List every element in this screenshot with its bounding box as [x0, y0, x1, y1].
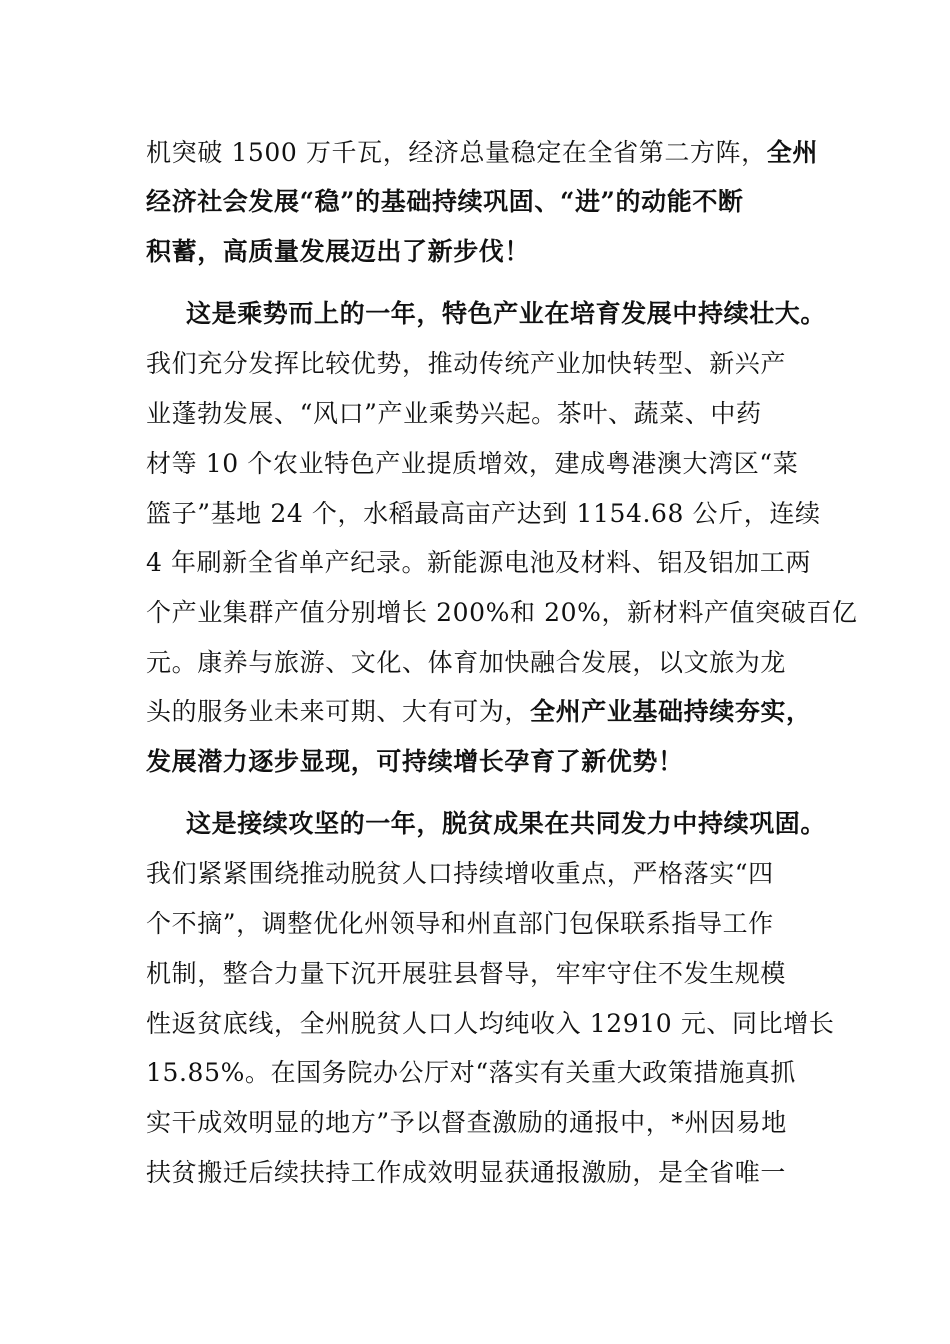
paragraph-3-line-7 — [146, 1097, 811, 1148]
paragraph-2-line-5 — [146, 488, 821, 539]
paragraph-2-line-8 — [146, 637, 811, 688]
text-normal: 材等 10 个农业特色产业提质增效，建成粤港澳大湾区“菜 — [146, 449, 799, 478]
paragraph-2-line-2 — [146, 338, 811, 389]
paragraph-1-line-1 — [146, 127, 818, 178]
text-bold: 这是乘势而上的一年，特色产业在培育发展中持续壮大。 — [186, 299, 827, 328]
text-normal: 元。康养与旅游、文化、体育加快融合发展，以文旅为龙 — [146, 648, 787, 677]
text-normal: 业蓬勃发展、“风口”产业乘势兴起。茶叶、蔬菜、中药 — [146, 399, 762, 428]
text-normal: 篮子”基地 24 个，水稻最高亩产达到 1154.68 公斤，连续 — [146, 499, 821, 528]
text-normal: 4 年刷新全省单产纪录。新能源电池及材料、铝及铝加工两 — [146, 548, 812, 577]
text-bold: 全州产业基础持续夯实， — [530, 697, 812, 726]
text-normal: 扶贫搬迁后续扶持工作成效明显获通报激励，是全省唯一 — [146, 1158, 787, 1187]
paragraph-1-line-2 — [146, 176, 811, 227]
text-normal: 机突破 1500 万千瓦，经济总量稳定在全省第二方阵， — [146, 138, 767, 167]
paragraph-2-line-4 — [146, 438, 811, 489]
text-bold: 这是接续攻坚的一年，脱贫成果在共同发力中持续巩固。 — [186, 809, 827, 838]
text-normal: 个产业集群产值分别增长 200%和 20%，新材料产值突破百亿 — [146, 598, 858, 627]
paragraph-3-line-6 — [146, 1047, 811, 1098]
text-bold: 发展潜力逐步显现，可持续增长孕育了新优势！ — [146, 747, 684, 776]
paragraph-3-line-3 — [146, 898, 811, 949]
text-normal: 头的服务业未来可期、大有可为， — [146, 697, 531, 726]
text-normal: 机制，整合力量下沉开展驻县督导，牢牢守住不发生规模 — [146, 959, 787, 988]
paragraph-2-line-1 — [186, 288, 827, 339]
text-normal: 15.85%。在国务院办公厅对“落实有关重大政策措施真抓 — [146, 1058, 796, 1087]
paragraph-2-line-9 — [146, 686, 811, 737]
paragraph-2-line-6 — [146, 537, 811, 588]
paragraph-3-line-1 — [186, 798, 827, 849]
paragraph-3-line-8 — [146, 1147, 811, 1198]
text-normal: 性返贫底线，全州脱贫人口人均纯收入 12910 元、同比增长 — [146, 1009, 835, 1038]
text-bold: 经济社会发展“稳”的基础持续巩固、“进”的动能不断 — [146, 187, 744, 216]
text-bold: 积蓄，高质量发展迈出了新步伐！ — [146, 237, 531, 266]
text-normal: 个不摘”，调整优化州领导和州直部门包保联系指导工作 — [146, 909, 774, 938]
text-normal: 我们充分发挥比较优势，推动传统产业加快转型、新兴产 — [146, 349, 787, 378]
paragraph-2-line-7 — [146, 587, 858, 638]
paragraph-3-line-4 — [146, 948, 811, 999]
text-normal: 实干成效明显的地方”予以督查激励的通报中，*州因易地 — [146, 1108, 787, 1137]
paragraph-3-line-5 — [146, 998, 835, 1049]
paragraph-2-line-10 — [146, 736, 811, 787]
paragraph-2-line-3 — [146, 388, 811, 439]
text-bold: 全州 — [766, 138, 818, 167]
paragraph-3-line-2 — [146, 848, 811, 899]
text-normal: 我们紧紧围绕推动脱贫人口持续增收重点，严格落实“四 — [146, 859, 774, 888]
paragraph-1-line-3 — [146, 226, 811, 277]
